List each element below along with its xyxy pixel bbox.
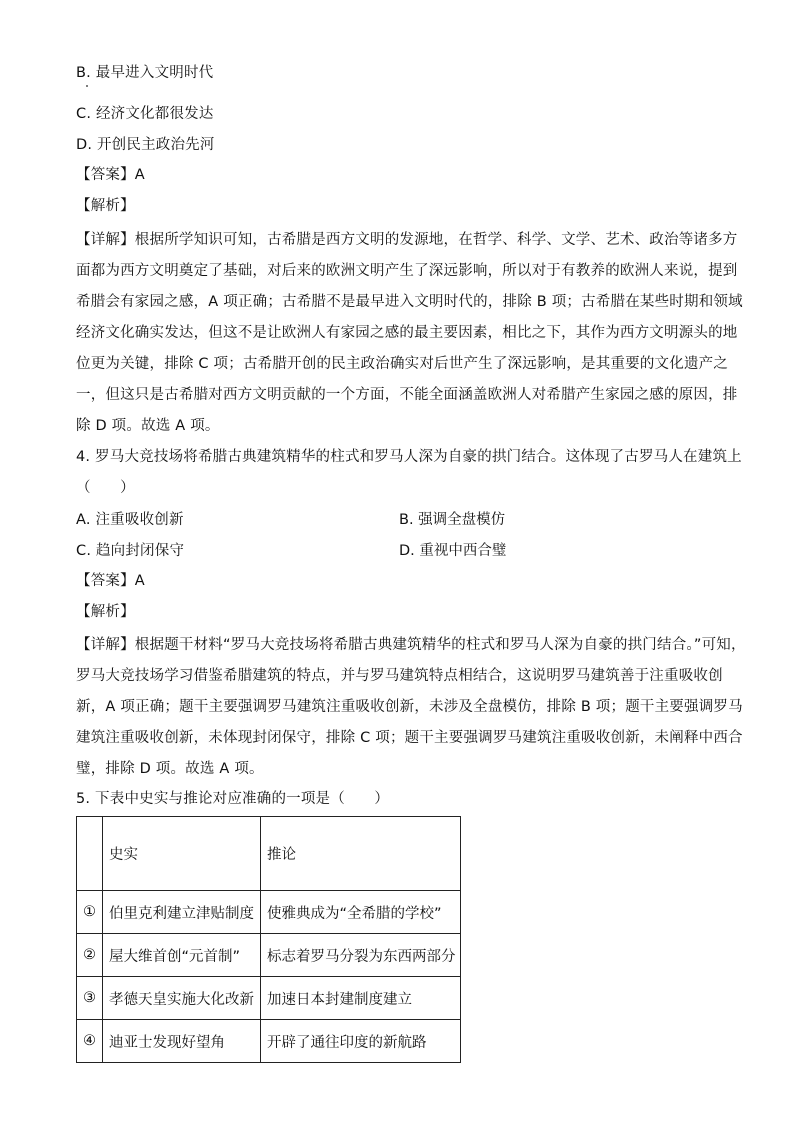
- q4-stem: 4. 罗马大竞技场将希腊古典建筑精华的柱式和罗马人深为自豪的拱门结合。这体现了古罗马人在建筑上: [76, 449, 742, 465]
- q4-detail-line: 建筑注重吸收创新，未体现封闭保守，排除 C 项；题干主要强调罗马建筑注重吸收创新，未阐释中西合: [76, 730, 743, 746]
- q4-detail-line: 罗马大竞技场学习借鉴希腊建筑的特点，并与罗马建筑特点相结合，这说明罗马建筑善于注重吸收创: [76, 668, 723, 684]
- table-cell: 使雅典成为“全希腊的学校”: [261, 891, 461, 934]
- table-header-cell: 史实: [103, 817, 261, 891]
- q4-option-c: C. 趋向封闭保守: [76, 543, 185, 559]
- q4-detail-line: 新，A 项正确；题干主要强调罗马建筑注重吸收创新，未涉及全盘模仿，排除 B 项；题干主要强调罗马: [76, 699, 743, 715]
- q3-analysis-label: 【解析】: [76, 198, 135, 214]
- q4-detail-line: 【详解】根据题干材料“罗马大竞技场将希腊古典建筑精华的柱式和罗马人深为自豪的拱门结合。”可知，: [76, 637, 746, 653]
- table-row: [77, 1020, 461, 1063]
- table-cell: 伯里克利建立津贴制度: [103, 891, 261, 934]
- table-cell: ②: [77, 934, 103, 977]
- q3-option-b: B. 最早进入文明时代: [76, 65, 214, 81]
- table-cell: 开辟了通往印度的新航路: [261, 1020, 461, 1063]
- table-cell: ①: [77, 891, 103, 934]
- q3-detail-line: 面都为西方文明奠定了基础，对后来的欧洲文明产生了深远影响，所以对于有教养的欧洲人来说，提到: [76, 263, 738, 279]
- table-row: [77, 934, 461, 977]
- q3-answer: 【答案】A: [76, 167, 145, 183]
- table-cell: 标志着罗马分裂为东西两部分: [261, 934, 461, 977]
- table-cell: ③: [77, 977, 103, 1020]
- q3-detail-line: 一，但这只是古希腊对西方文明贡献的一个方面，不能全面涵盖欧洲人对希腊产生家园之感的原因，排: [76, 387, 738, 403]
- q3-option-c: C. 经济文化都很发达: [76, 106, 214, 122]
- q3-detail-line: 希腊会有家园之感，A 项正确；古希腊不是最早进入文明时代的，排除 B 项；古希腊在某些时期和领域: [76, 294, 743, 310]
- table-cell: 迪亚士发现好望角: [103, 1020, 261, 1063]
- table-cell: 屋大维首创“元首制”: [103, 934, 261, 977]
- q4-stem-blank: （ ）: [76, 480, 135, 496]
- q4-option-a: A. 注重吸收创新: [76, 512, 184, 528]
- q4-option-d: D. 重视中西合璧: [399, 543, 507, 559]
- table-cell: 孝德天皇实施大化改新: [103, 977, 261, 1020]
- q4-answer: 【答案】A: [76, 573, 145, 589]
- q4-option-b: B. 强调全盘模仿: [399, 512, 506, 528]
- q3-detail-line: 【详解】根据所学知识可知，古希腊是西方文明的发源地，在哲学、科学、文学、艺术、政治等诸多方: [76, 232, 738, 248]
- q5-stem: 5. 下表中史实与推论对应准确的一项是（ ）: [76, 791, 390, 807]
- q3-detail-line: 除 D 项。故选 A 项。: [76, 418, 220, 434]
- q3-option-d: D. 开创民主政治先河: [76, 137, 215, 153]
- table-header-cell: [77, 817, 103, 891]
- stray-dot: [86, 85, 88, 87]
- q4-analysis-label: 【解析】: [76, 604, 135, 620]
- q4-detail-line: 璧，排除 D 项。故选 A 项。: [76, 761, 264, 777]
- table-cell: 加速日本封建制度建立: [261, 977, 461, 1020]
- q3-detail-line: 位更为关键，排除 C 项；古希腊开创的民主政治确实对后世产生了深远影响，是其重要的文化遗产之: [76, 356, 729, 372]
- table-row: [77, 891, 461, 934]
- table-header-row: [77, 817, 461, 891]
- q3-detail-line: 经济文化确实发达，但这不是让欧洲人有家园之感的最主要因素，相比之下，其作为西方文明源头的地: [76, 325, 738, 341]
- table-row: [77, 977, 461, 1020]
- q5-table: [76, 816, 461, 1063]
- table-cell: ④: [77, 1020, 103, 1063]
- table-header-cell: 推论: [261, 817, 461, 891]
